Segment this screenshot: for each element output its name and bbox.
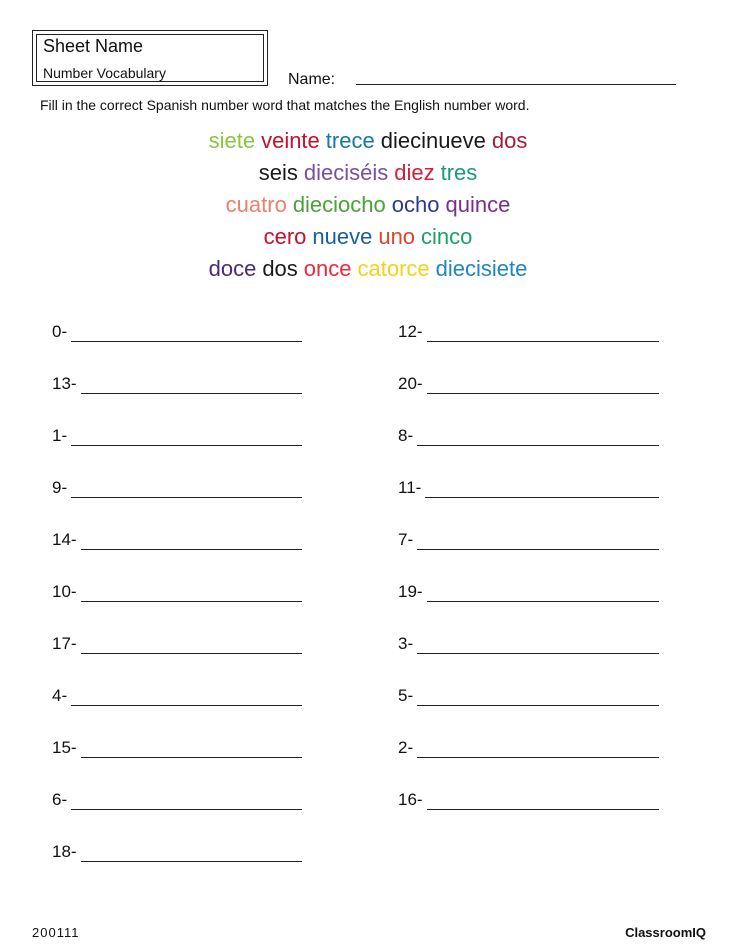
word-bank-word: once — [303, 256, 352, 281]
word-bank-row — [0, 160, 736, 186]
title-box — [32, 30, 268, 86]
word-bank-word: uno — [378, 224, 416, 249]
item-number: 2- — [398, 738, 414, 757]
answer-blank-line[interactable] — [81, 739, 302, 758]
word-bank-word: ocho — [391, 192, 440, 217]
word-bank-word: veinte — [261, 128, 320, 153]
sheet-subtitle: Number Vocabulary — [43, 65, 166, 81]
answer-item — [398, 478, 659, 498]
footer-code: 200111 — [32, 925, 80, 940]
answer-item — [398, 426, 659, 446]
word-bank-word: tres — [440, 160, 478, 185]
word-bank-word: nueve — [312, 224, 373, 249]
item-number: 13- — [52, 374, 77, 393]
answer-blank-line[interactable] — [417, 635, 659, 654]
answer-blank-line[interactable] — [71, 323, 302, 342]
item-number: 12- — [398, 322, 423, 341]
answer-item — [398, 374, 659, 394]
answer-blank-line[interactable] — [417, 531, 659, 550]
item-number: 17- — [52, 634, 77, 653]
answer-blank-line[interactable] — [417, 427, 659, 446]
instructions: Fill in the correct Spanish number word that matches the English number word. — [40, 97, 530, 113]
word-bank-word: seis — [258, 160, 298, 185]
item-number: 1- — [52, 426, 68, 445]
word-bank-word: diez — [394, 160, 435, 185]
item-number: 3- — [398, 634, 414, 653]
word-bank-word: trece — [325, 128, 375, 153]
answer-blank-line[interactable] — [427, 323, 659, 342]
answer-item — [52, 426, 302, 446]
answer-item — [398, 634, 659, 654]
item-number: 14- — [52, 530, 77, 549]
answer-item — [52, 686, 302, 706]
name-label: Name: — [288, 71, 336, 88]
word-bank-row — [0, 256, 736, 282]
item-number: 5- — [398, 686, 414, 705]
answer-item — [52, 374, 302, 394]
answer-item — [52, 738, 302, 758]
answer-item — [52, 790, 302, 810]
answer-item — [52, 634, 302, 654]
answer-item — [398, 686, 659, 706]
answer-item — [52, 478, 302, 498]
answer-blank-line[interactable] — [81, 375, 302, 394]
word-bank-word: siete — [208, 128, 256, 153]
answer-blank-line[interactable] — [417, 739, 659, 758]
answer-item — [52, 322, 302, 342]
answer-blank-line[interactable] — [71, 791, 302, 810]
name-field-line[interactable] — [356, 84, 676, 85]
word-bank-word: dos — [491, 128, 528, 153]
word-bank-row — [0, 192, 736, 218]
item-number: 7- — [398, 530, 414, 549]
item-number: 0- — [52, 322, 68, 341]
item-number: 16- — [398, 790, 423, 809]
answer-blank-line[interactable] — [427, 583, 659, 602]
answer-item — [52, 582, 302, 602]
word-bank-word: dieciocho — [292, 192, 386, 217]
answer-blank-line[interactable] — [81, 583, 302, 602]
word-bank-word: dieciséis — [303, 160, 389, 185]
item-number: 19- — [398, 582, 423, 601]
word-bank-word: cuatro — [225, 192, 287, 217]
answer-blank-line[interactable] — [71, 687, 302, 706]
item-number: 11- — [398, 478, 422, 497]
answer-blank-line[interactable] — [81, 843, 302, 862]
item-number: 15- — [52, 738, 77, 757]
word-bank-row — [0, 128, 736, 154]
answer-item — [398, 530, 659, 550]
answer-blank-line[interactable] — [425, 479, 659, 498]
footer-brand: ClassroomIQ — [625, 925, 706, 940]
answer-item — [398, 582, 659, 602]
item-number: 4- — [52, 686, 68, 705]
answer-item — [52, 530, 302, 550]
answer-item — [398, 322, 659, 342]
item-number: 8- — [398, 426, 414, 445]
answer-item — [52, 842, 302, 862]
answer-blank-line[interactable] — [427, 791, 659, 810]
word-bank-word: cero — [263, 224, 307, 249]
word-bank-word: doce — [208, 256, 257, 281]
answer-item — [398, 738, 659, 758]
item-number: 18- — [52, 842, 77, 861]
word-bank-word: cinco — [421, 224, 473, 249]
word-bank-row — [0, 224, 736, 250]
item-number: 10- — [52, 582, 77, 601]
word-bank-word: diecisiete — [435, 256, 528, 281]
sheet-name: Sheet Name — [43, 36, 144, 56]
answer-blank-line[interactable] — [81, 531, 302, 550]
word-bank-word: diecinueve — [380, 128, 486, 153]
item-number: 20- — [398, 374, 423, 393]
title-box-inner-border — [36, 34, 264, 82]
answer-blank-line[interactable] — [71, 479, 302, 498]
word-bank-word: catorce — [357, 256, 430, 281]
word-bank-word: quince — [445, 192, 511, 217]
answer-blank-line[interactable] — [81, 635, 302, 654]
answer-item — [398, 790, 659, 810]
item-number: 9- — [52, 478, 68, 497]
answer-blank-line[interactable] — [417, 687, 659, 706]
answer-blank-line[interactable] — [71, 427, 302, 446]
answer-blank-line[interactable] — [427, 375, 659, 394]
word-bank-word: dos — [262, 256, 298, 281]
item-number: 6- — [52, 790, 68, 809]
